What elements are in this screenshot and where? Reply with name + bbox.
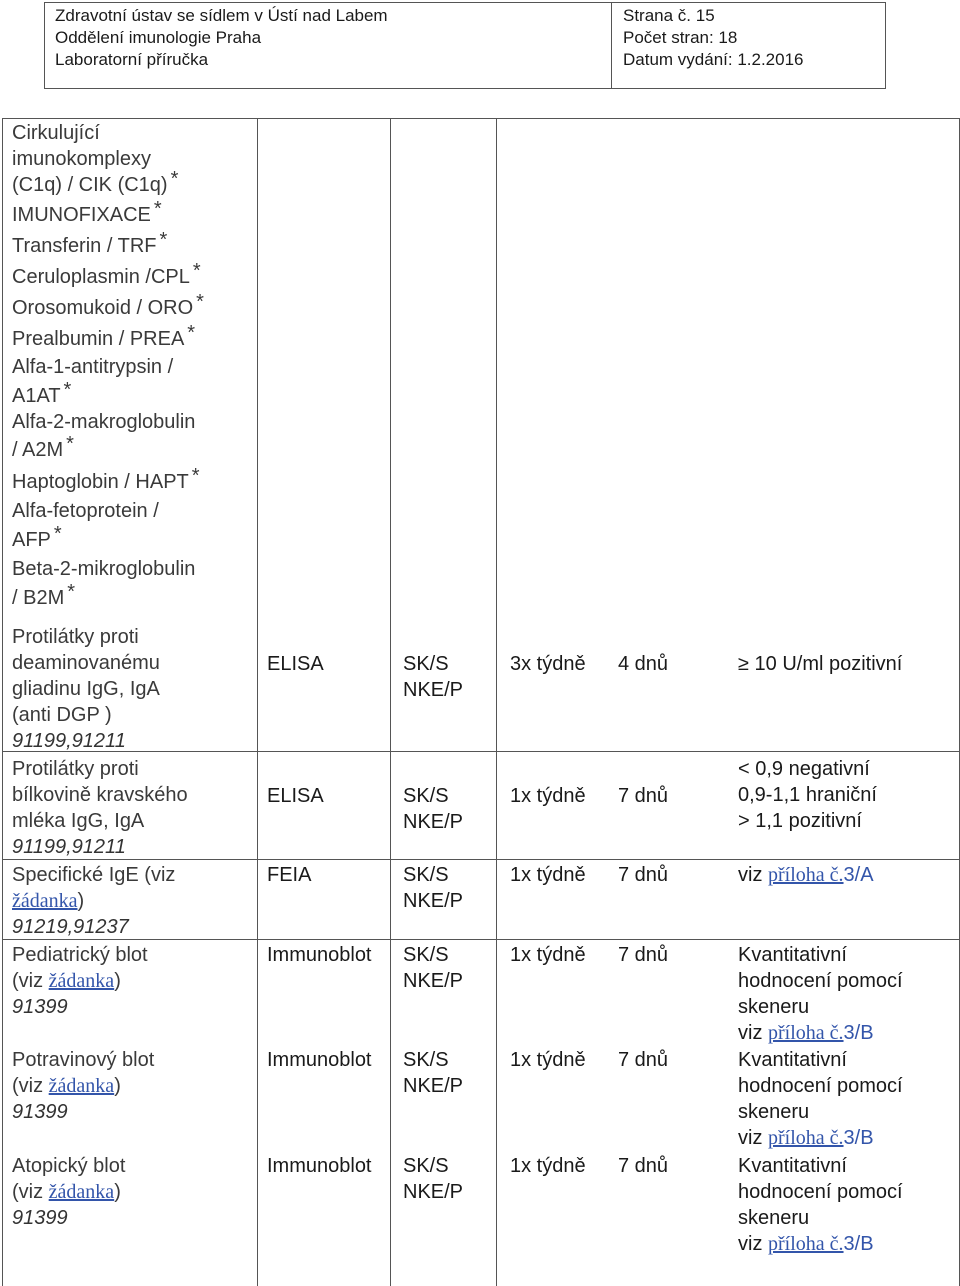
- method: Immunoblot: [267, 944, 372, 966]
- test-code: 91399: [12, 1207, 68, 1229]
- header-left: [55, 5, 388, 71]
- list-item: IMUNOFIXACE *: [12, 198, 162, 226]
- test-name: Protilátky proti: [12, 758, 139, 780]
- test-name: gliadinu IgG, IgA: [12, 678, 160, 700]
- request-form-link[interactable]: žádanka: [48, 1181, 115, 1203]
- test-name: Pediatrický blot: [12, 944, 148, 966]
- table-row: Atopický blot (viz žádanka) 91399: [12, 1155, 126, 1229]
- frequency: 1x týdně: [510, 944, 586, 966]
- header-org: Zdravotní ústav se sídlem v Ústí nad Labem: [55, 6, 388, 25]
- test-name: bílkovině kravského: [12, 784, 188, 806]
- asterisk: *: [187, 322, 196, 344]
- reference-value: Kvantitativní hodnocení pomocí skeneru viz příloha č.3/B: [738, 1155, 903, 1255]
- table-col-divider: [390, 118, 391, 1286]
- header-right: [623, 5, 804, 71]
- frequency: 1x týdně: [510, 1155, 586, 1177]
- table-row: Specifické IgE (viz žádanka) 91219,91237: [12, 864, 176, 938]
- header-issue-date: Datum vydání: 1.2.2016: [623, 50, 804, 69]
- list-item: / A2M *: [12, 433, 74, 461]
- method: FEIA: [267, 864, 312, 886]
- table-col-divider: [257, 118, 258, 1286]
- asterisk: *: [170, 168, 179, 190]
- asterisk: *: [53, 523, 62, 545]
- request-form-link[interactable]: žádanka: [48, 1075, 115, 1097]
- place: SK/S NKE/P: [403, 1155, 464, 1203]
- test-code: 91399: [12, 1101, 68, 1123]
- header-page-count: Počet stran: 18: [623, 28, 738, 47]
- list-item: Cirkulující: [12, 122, 100, 144]
- place: SK/S NKE/P: [403, 944, 464, 992]
- appendix-link[interactable]: příloha č.: [768, 1127, 844, 1149]
- header-divider: [611, 3, 612, 88]
- place: SK/S NKE/P: [403, 785, 464, 833]
- turnaround: 7 dnů: [618, 1155, 669, 1177]
- list-item: Transferin / TRF *: [12, 229, 168, 257]
- asterisk: *: [159, 229, 168, 251]
- test-code: 91219,91237: [12, 916, 129, 938]
- test-name: mléka IgG, IgA: [12, 810, 145, 832]
- asterisk: *: [196, 291, 204, 313]
- test-name: (anti DGP ): [12, 704, 112, 726]
- frequency: 1x týdně: [510, 1049, 586, 1071]
- test-name: Atopický blot: [12, 1155, 126, 1177]
- turnaround: 7 dnů: [618, 944, 669, 966]
- table-row: Potravinový blot (viz žádanka) 91399: [12, 1049, 155, 1123]
- appendix-link[interactable]: příloha č.: [768, 1233, 844, 1255]
- list-item: Ceruloplasmin /CPL *: [12, 260, 201, 288]
- test-list: [12, 120, 204, 611]
- frequency: 3x týdně: [510, 653, 586, 675]
- header-page: Strana č. 15: [623, 6, 715, 25]
- asterisk: *: [67, 581, 76, 603]
- list-item: AFP *: [12, 523, 62, 551]
- turnaround: 7 dnů: [618, 1049, 669, 1071]
- list-item: Beta-2-mikroglobulin: [12, 558, 196, 580]
- list-item: Haptoglobin / HAPT *: [12, 465, 200, 493]
- method: Immunoblot: [267, 1049, 372, 1071]
- turnaround: 4 dnů: [618, 653, 669, 675]
- document-header: [44, 2, 886, 89]
- list-item: (C1q) / CIK (C1q) *: [12, 168, 179, 196]
- request-form-link[interactable]: žádanka: [48, 970, 115, 992]
- reference-value: < 0,9 negativní 0,9-1,1 hraniční > 1,1 pozitivní: [738, 758, 877, 832]
- frequency: 1x týdně: [510, 864, 586, 886]
- table-row: Pediatrický blot (viz žádanka) 91399: [12, 944, 148, 1018]
- list-item: Prealbumin / PREA *: [12, 322, 196, 350]
- method: Immunoblot: [267, 1155, 372, 1177]
- test-code: 91199,91211: [12, 836, 126, 858]
- frequency: 1x týdně: [510, 785, 586, 807]
- list-item: Orosomukoid / ORO *: [12, 291, 204, 319]
- asterisk: *: [191, 465, 200, 487]
- test-code: 91399: [12, 996, 68, 1018]
- request-form-link[interactable]: žádanka: [12, 890, 78, 912]
- reference-value: Kvantitativní hodnocení pomocí skeneru viz příloha č.3/B: [738, 1049, 903, 1149]
- place: SK/S NKE/P: [403, 864, 464, 912]
- method: ELISA: [267, 785, 324, 807]
- table-row: [12, 756, 188, 860]
- turnaround: 7 dnů: [618, 785, 669, 807]
- asterisk: *: [63, 379, 72, 401]
- list-item: Alfa-fetoprotein /: [12, 500, 159, 522]
- list-item: imunokomplexy: [12, 148, 151, 170]
- test-name: Specifické IgE (viz: [12, 864, 176, 886]
- header-manual: Laboratorní příručka: [55, 50, 209, 69]
- appendix-link[interactable]: příloha č.: [768, 864, 844, 886]
- place: SK/S NKE/P: [403, 1049, 464, 1097]
- asterisk: *: [153, 198, 162, 220]
- list-item: A1AT *: [12, 379, 72, 407]
- place: SK/S NKE/P: [403, 653, 464, 701]
- test-name: Potravinový blot: [12, 1049, 155, 1071]
- test-code: 91199,91211: [12, 730, 126, 752]
- list-item: Alfa-2-makroglobulin: [12, 411, 196, 433]
- header-dept: Oddělení imunologie Praha: [55, 28, 262, 47]
- test-name: deaminovanému: [12, 652, 160, 674]
- list-item: / B2M *: [12, 581, 76, 609]
- asterisk: *: [66, 433, 74, 455]
- list-item: Alfa-1-antitrypsin /: [12, 356, 174, 378]
- reference-value: Kvantitativní hodnocení pomocí skeneru viz příloha č.3/B: [738, 944, 903, 1044]
- turnaround: 7 dnů: [618, 864, 669, 886]
- appendix-link[interactable]: příloha č.: [768, 1022, 844, 1044]
- asterisk: *: [192, 260, 201, 282]
- test-name: Protilátky proti: [12, 626, 139, 648]
- method: ELISA: [267, 653, 324, 675]
- table-row: [12, 624, 160, 754]
- table-col-divider: [496, 118, 497, 1286]
- reference-value: ≥ 10 U/ml pozitivní: [738, 653, 903, 675]
- reference-value: viz příloha č.3/A: [738, 864, 874, 886]
